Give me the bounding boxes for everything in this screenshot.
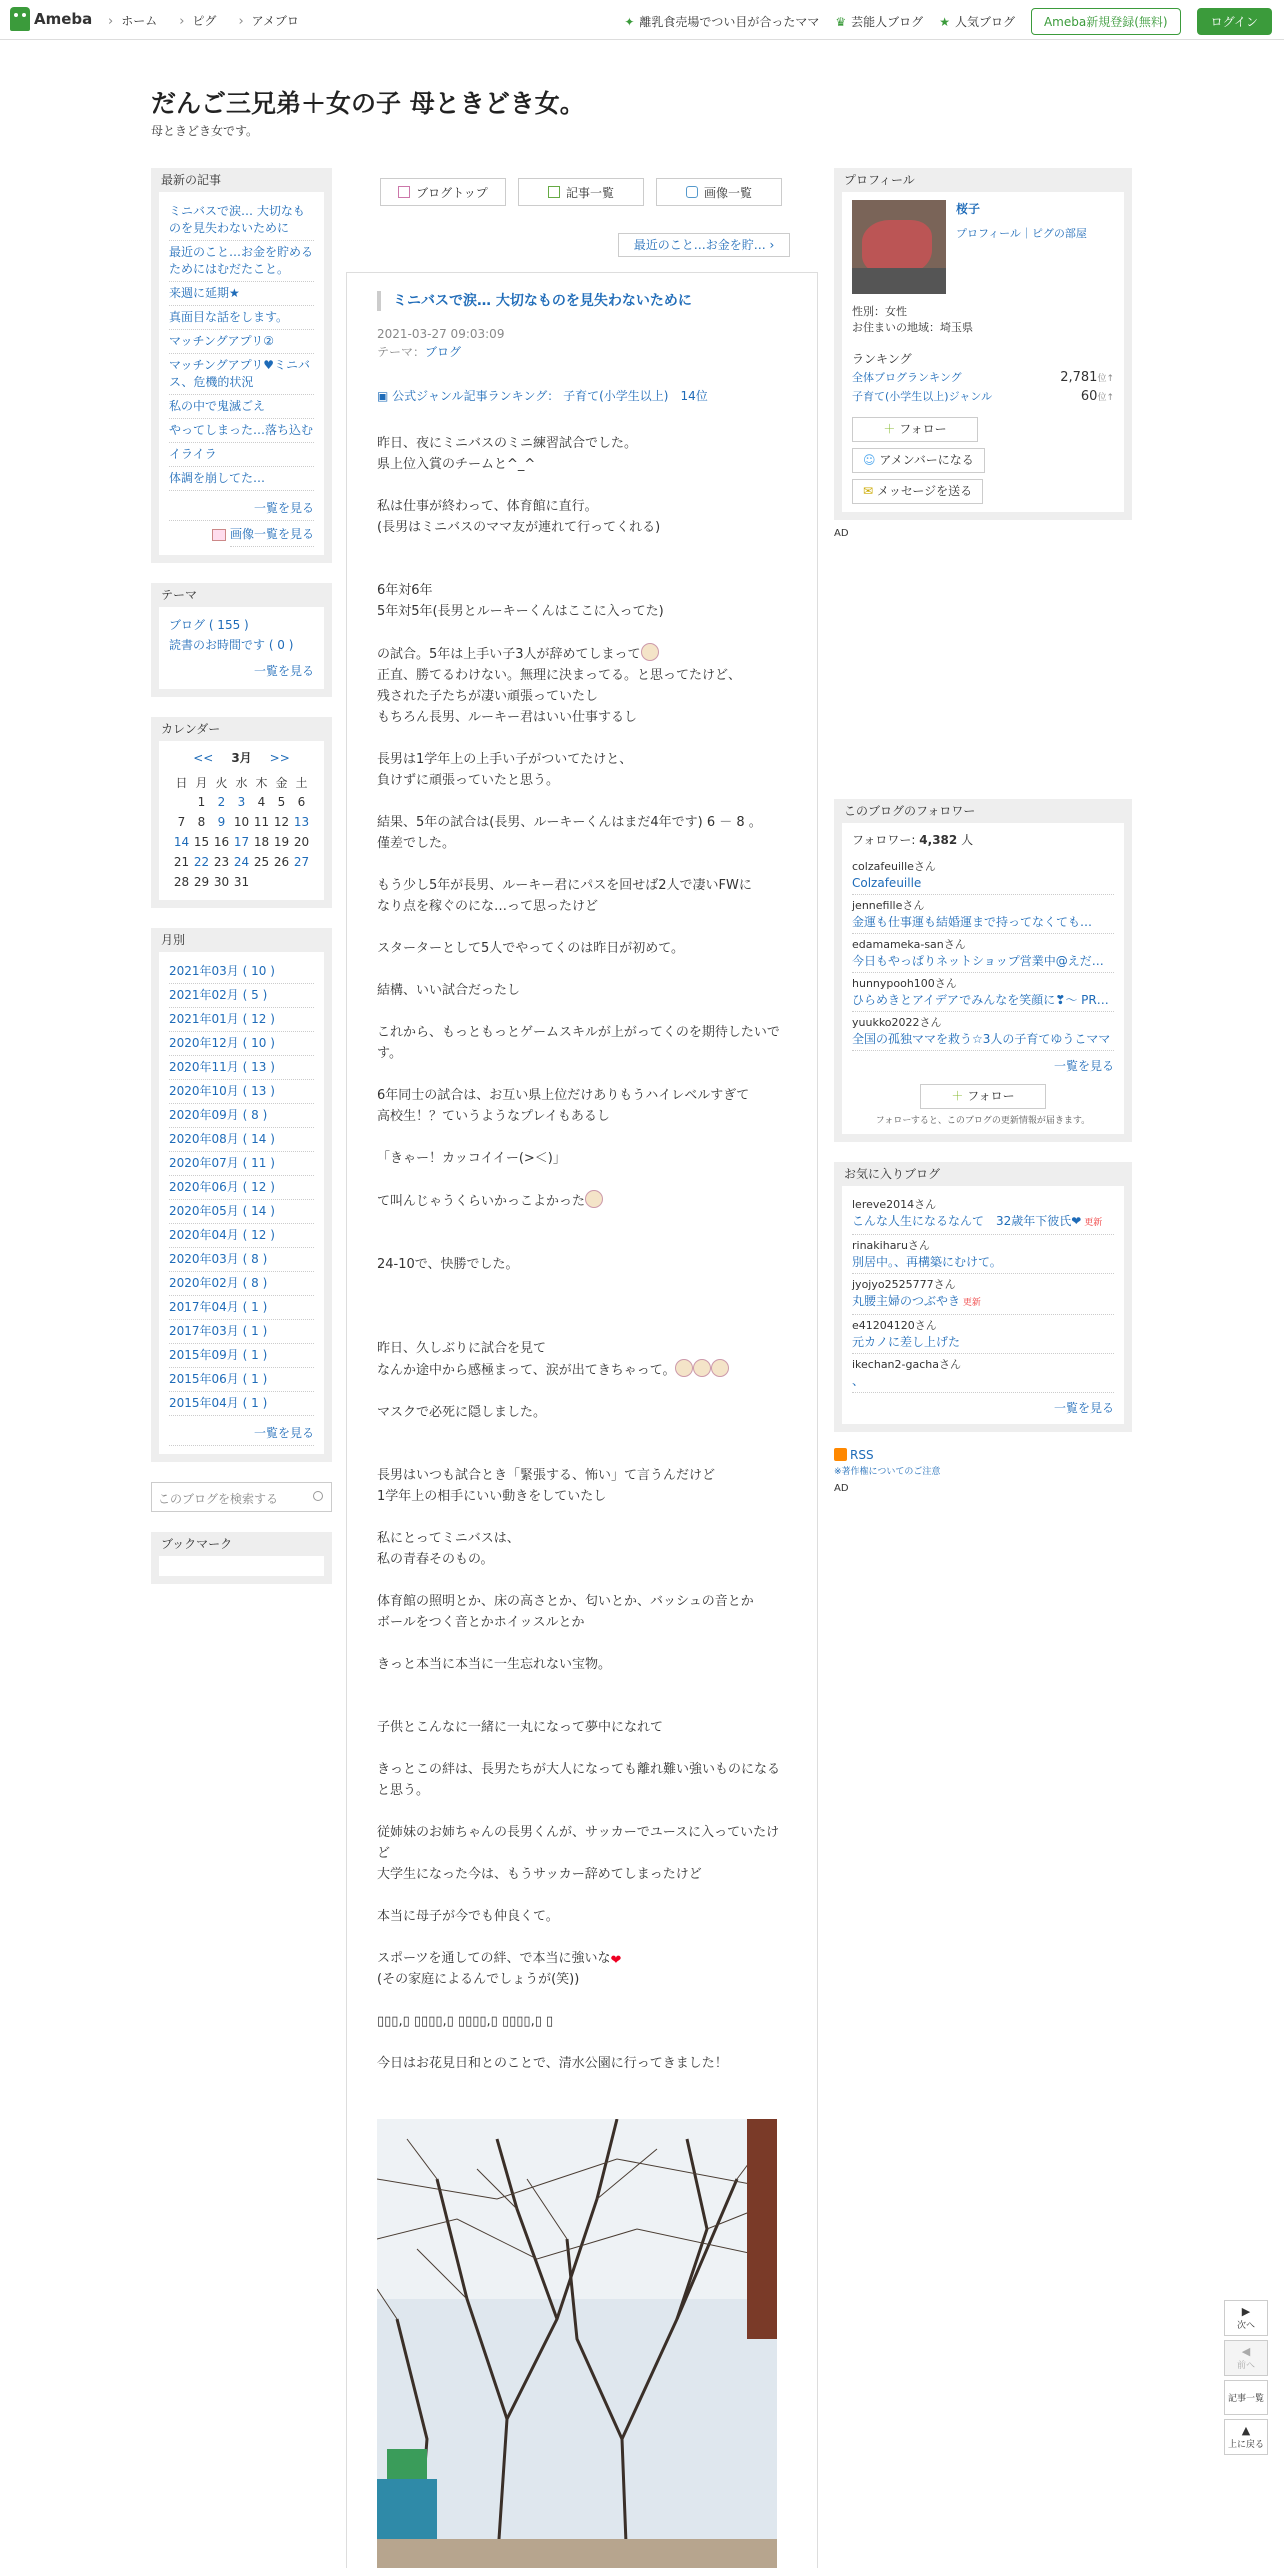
follower-item	[852, 895, 1114, 934]
article-paragraph: 24-10で、快勝でした。	[377, 1257, 519, 1272]
latest-article-link[interactable]: マッチングアプリ②	[169, 330, 314, 354]
follow-button-2[interactable]	[920, 1084, 1046, 1109]
calendar-day: 29	[193, 875, 210, 889]
article-paragraph: 今日はお花見日和とのことで、清水公園に行ってきました！	[377, 2056, 728, 2071]
calendar-day: 28	[173, 875, 190, 889]
article-paragraph: きっとこの絆は、長男たちが大人になっても離れ難い強いものになると思う。	[377, 1762, 781, 1798]
favorite-user: ikechan2-gachaさん	[852, 1358, 961, 1371]
next-label: 次へ	[1236, 2321, 1255, 2331]
tab-article-list[interactable]	[518, 178, 644, 206]
article-paragraph: 私は仕事が終わって、体育館に直行。 (長男はミニバスのママ友が連れて行ってくれる)	[377, 499, 661, 535]
blog-search-input[interactable]	[151, 1482, 332, 1512]
top-nav	[108, 12, 321, 29]
ranking-row	[852, 388, 1114, 407]
follower-user: yuukko2022さん	[852, 1016, 942, 1029]
theme-label: テーマ：	[377, 345, 426, 359]
prev-article-button[interactable]	[1224, 2340, 1268, 2376]
nav-pigg[interactable]: › ピグ	[179, 12, 216, 29]
ranking-value: 2,781	[1060, 370, 1098, 385]
monthly-archive-link[interactable]: 2015年06月 ( 1 )	[169, 1368, 314, 1392]
favorite-item	[852, 1235, 1114, 1274]
monthly-archive-link[interactable]: 2020年03月 ( 8 )	[169, 1248, 314, 1272]
calendar-day[interactable]: 3	[237, 795, 246, 809]
calendar-weekday: 土	[295, 775, 308, 790]
monthly-archive-link[interactable]: 2020年08月 ( 14 )	[169, 1128, 314, 1152]
monthly-archive-link[interactable]: 2015年09月 ( 1 )	[169, 1344, 314, 1368]
favorite-user: lereve2014さん	[852, 1198, 937, 1211]
article-body	[377, 433, 787, 2095]
register-button[interactable]: Ameba新規登録(無料)	[1031, 8, 1181, 35]
nav-home[interactable]: › ホーム	[108, 12, 157, 29]
panel-header: お気に入りブログ	[844, 1167, 941, 1181]
calendar-weekday: 月	[195, 775, 208, 790]
latest-article-link[interactable]: 体調を崩してた…	[169, 467, 314, 491]
favorite-user: e41204120さん	[852, 1319, 937, 1332]
panel-header: 最新の記事	[161, 173, 222, 187]
top-right-nav	[624, 8, 1272, 35]
top-link-1-label: 離乳食売場でつい目が合ったママ	[639, 15, 820, 29]
login-button[interactable]: ログイン	[1197, 8, 1272, 35]
article-paragraph: ▯▯▯,▯ ▯▯▯▯,▯ ▯▯▯▯,▯ ▯▯▯▯,▯ ▯	[377, 2014, 554, 2029]
calendar-weekday: 木	[255, 775, 268, 790]
tab-label: 画像一覧	[703, 185, 752, 200]
calendar-day[interactable]: 22	[193, 855, 210, 869]
ranking-unit: 位	[1097, 374, 1107, 384]
mail-icon: ✉	[863, 484, 874, 498]
previous-article-button[interactable]: 最近のこと…お金を貯… ›	[618, 233, 790, 257]
updated-badge: 更新	[960, 1298, 981, 1308]
calendar-day	[252, 872, 272, 892]
top-link-celebrity[interactable]	[835, 13, 923, 30]
favorite-item	[852, 1274, 1114, 1315]
latest-articles-list	[159, 192, 324, 555]
ad-space	[834, 551, 1132, 799]
calendar-week-row	[172, 852, 312, 872]
tab-label: ブログトップ	[416, 185, 488, 200]
play-icon: ▶	[1241, 2305, 1251, 2318]
search-icon[interactable]	[313, 1491, 323, 1501]
follower-item	[852, 1012, 1114, 1051]
followers-panel	[834, 799, 1132, 1142]
ranking-label[interactable]: 子育て(小学生以上)ジャンル	[852, 390, 993, 403]
monthly-archive-link[interactable]: 2020年07月 ( 11 )	[169, 1152, 314, 1176]
article-photo[interactable]	[377, 2119, 777, 2568]
panel-header: 月別	[161, 933, 186, 947]
more-links	[169, 497, 314, 547]
theme-panel	[151, 583, 332, 697]
star-icon: ✦	[624, 15, 635, 29]
calendar-day[interactable]: 2	[217, 795, 226, 809]
calendar-month: 3月	[231, 751, 252, 765]
top-link-1[interactable]	[624, 13, 819, 30]
calendar-day: 31	[233, 875, 250, 889]
ranking-icon: ▣	[377, 389, 393, 403]
theme-more-link[interactable]: 一覧を見る	[253, 664, 314, 678]
home-icon	[398, 186, 410, 198]
ad-label-2: AD	[834, 1483, 849, 1494]
article-paragraph: 本当に母子が今でも仲良くて。	[377, 1909, 559, 1924]
ranking-row	[852, 369, 1114, 388]
emoji-icon	[675, 1359, 693, 1377]
calendar-day[interactable]: 14	[173, 835, 190, 849]
article	[346, 272, 818, 2568]
follower-blog-link[interactable]: ひらめきとアイデアでみんなを笑顔に❣〜 PR…	[852, 993, 1109, 1007]
follower-count-label: フォロワー:	[852, 833, 916, 847]
updated-badge: 更新	[1081, 1218, 1103, 1228]
ranking-unit: 位	[1097, 393, 1107, 403]
calendar-day: 30	[213, 875, 230, 889]
calendar-day: 26	[273, 855, 290, 869]
heart-icon: ❤	[610, 1953, 622, 1968]
profile-gender: 性別：女性	[852, 305, 907, 318]
follower-user: edamameka-sanさん	[852, 938, 966, 951]
emoji-icon	[711, 1359, 729, 1377]
article-paragraph: 結果、5年の試合は(長男、ルーキーくんはまだ4年です) 6 － 8 。 僅差でした。	[377, 815, 762, 851]
favorites-list	[852, 1194, 1114, 1393]
top-link-popular[interactable]	[939, 13, 1015, 30]
monthly-archive-link[interactable]: 2020年10月 ( 13 )	[169, 1080, 314, 1104]
profile-links[interactable]: プロフィール｜ピグの部屋	[956, 227, 1087, 240]
monthly-archive-link[interactable]: 2021年01月 ( 12 )	[169, 1008, 314, 1032]
follow-note: フォローすると、このブログの更新情報が届きます。	[875, 1116, 1091, 1126]
panel-header: テーマ	[161, 588, 198, 602]
calendar-day	[292, 872, 312, 892]
search-placeholder: このブログを検索する	[158, 1492, 279, 1506]
document-icon	[548, 186, 560, 198]
back-to-top-button[interactable]	[1224, 2419, 1268, 2455]
calendar-weekday: 日	[175, 775, 188, 790]
article-paragraph: て叫んじゃうくらいかっこよかった	[377, 1190, 787, 1212]
article-ranking[interactable]	[377, 387, 708, 404]
calendar-day[interactable]: 17	[233, 835, 250, 849]
floating-nav	[1224, 2300, 1268, 2455]
arrow-up-icon: ↑	[1106, 393, 1114, 403]
article-title[interactable]: ミニバスで涙… 大切なものを見失わないために	[377, 291, 692, 311]
profile-area: お住まいの地域：埼玉県	[852, 321, 973, 334]
article-paragraph: マスクで必死に隠しました。	[377, 1405, 547, 1420]
followers-more-link[interactable]: 一覧を見る	[1053, 1059, 1114, 1073]
favorite-user: jyojyo2525777さん	[852, 1278, 956, 1291]
favorites-more-link[interactable]: 一覧を見る	[1053, 1401, 1114, 1415]
calendar-day: 15	[193, 835, 210, 849]
logo-text: Ameba	[34, 10, 93, 28]
tab-image-list[interactable]	[656, 178, 782, 206]
follower-item	[852, 856, 1114, 895]
arrow-up-icon: ↑	[1106, 374, 1114, 384]
follower-blog-link[interactable]: 今日もやっぱりネットショップ営業中@えだ…	[852, 954, 1104, 968]
monthly-archive-link[interactable]: 2015年04月 ( 1 )	[169, 1392, 314, 1416]
follower-blog-link[interactable]: Colzafeuille	[852, 876, 922, 890]
article-paragraph: 昨日、夜にミニバスのミニ練習試合でした。 県上位入賞のチームと^_^	[377, 436, 638, 472]
monthly-archive-list	[159, 952, 324, 1454]
follow-label: フォロー	[899, 422, 947, 436]
theme-item[interactable]: 読書のお時間です ( 0 )	[169, 638, 294, 652]
calendar-day: 7	[177, 815, 186, 829]
favorite-blog-link[interactable]: 別居中。、再構築にむけて。	[852, 1255, 1002, 1269]
latest-article-link[interactable]: マッチングアプリ♥ミニバス、危機的状況	[169, 354, 314, 395]
calendar-week-row	[172, 812, 312, 832]
plus-icon: ＋	[951, 1089, 964, 1103]
ranking-header: ランキング	[852, 352, 912, 366]
back-icon: ◀	[1241, 2345, 1251, 2358]
latest-more-link[interactable]: 一覧を見る	[169, 497, 314, 521]
calendar-day: 23	[213, 855, 230, 869]
article-paragraph: 6年同士の試合は、お互い県上位だけありもうハイレベルすぎて 高校生！？ていうようなプレイもあるし	[377, 1088, 750, 1124]
calendar-week-row	[172, 872, 312, 892]
calendar-day: 4	[257, 795, 266, 809]
article-paragraph: の試合。5年は上手い子3人が辞めてしまって 正直、勝てるわけない。無理に決まってる。と思ってたけど、 残された子たちが凄い頑張っていたし もちろん長男、ルーキー君はいい仕事するし	[377, 643, 787, 728]
message-label: メッセージを送る	[876, 484, 973, 498]
message-button[interactable]	[852, 479, 983, 504]
calendar-weekday-row	[172, 772, 312, 792]
article-paragraph: スターターとして5人でやってくのは昨日が初めて。	[377, 941, 685, 956]
monthly-archive-link[interactable]: 2017年03月 ( 1 )	[169, 1320, 314, 1344]
theme-item[interactable]: ブログ ( 155 )	[169, 618, 249, 632]
latest-article-link[interactable]: 最近のこと…お金を貯めるためにはむだたこと。	[169, 241, 314, 282]
amember-label: アメンバーになる	[879, 453, 974, 467]
ameba-logo[interactable]	[10, 7, 92, 31]
calendar-day[interactable]: 13	[293, 815, 310, 829]
rss-label: RSS	[850, 1448, 874, 1462]
article-list-button[interactable]: 記事一覧	[1224, 2380, 1268, 2415]
nav-ameblo[interactable]: › アメブロ	[238, 12, 298, 29]
profile-avatar[interactable]	[852, 200, 946, 294]
follower-count-unit: 人	[961, 833, 974, 847]
follower-count	[852, 831, 1114, 848]
ranking-genre: 子育て(小学生以上)	[563, 389, 669, 403]
latest-articles-panel	[151, 168, 332, 563]
calendar-next[interactable]: >>	[269, 751, 290, 765]
crown-icon: ♛	[835, 15, 847, 29]
article-paragraph: 結構、いい試合だったし	[377, 983, 521, 998]
calendar-weekday: 火	[215, 775, 228, 790]
calendar-day: 19	[273, 835, 290, 849]
amember-button[interactable]	[852, 448, 985, 473]
monthly-archive-link[interactable]: 2020年12月 ( 10 )	[169, 1032, 314, 1056]
follower-item	[852, 934, 1114, 973]
article-paragraph: 長男はいつも試合とき「緊張する、怖い」て言うんだけど 1学年上の相手にいい動きをしていたし	[377, 1468, 716, 1504]
bookmark-body	[159, 1556, 324, 1576]
favorite-user: rinakiharuさん	[852, 1239, 930, 1252]
latest-article-link[interactable]: ミニバスで涙… 大切なものを見失わないために	[169, 200, 314, 241]
theme-link[interactable]: ブログ	[425, 345, 462, 359]
ranking-rank: 14位	[680, 389, 708, 403]
camera-icon	[686, 186, 698, 198]
calendar-week-row	[172, 832, 312, 852]
more-links	[169, 1422, 314, 1446]
favorite-blog-link[interactable]: 元カノに差し上げた	[852, 1335, 961, 1349]
prev-label: 前へ	[1236, 2361, 1255, 2371]
calendar-day: 1	[197, 795, 206, 809]
monthly-archive-link[interactable]: 2021年03月 ( 10 )	[169, 960, 314, 984]
article-paragraph: 長男は1学年上の上手い子がついてたけと、 負けずに頑張っていたと思う。	[377, 752, 633, 788]
plus-icon: ＋	[883, 422, 896, 436]
rss-icon	[834, 1448, 847, 1461]
global-header	[0, 0, 1284, 40]
monthly-archive-link[interactable]: 2020年06月 ( 12 )	[169, 1176, 314, 1200]
article-date: 2021-03-27 09:03:09	[377, 327, 505, 341]
follower-blog-link[interactable]: 全国の孤独ママを救う☆3人の子育てゆうこママ	[852, 1032, 1111, 1046]
ameba-logo-icon	[10, 7, 30, 31]
follower-user: colzafeuilleさん	[852, 860, 936, 873]
ranking-value: 60	[1080, 389, 1098, 404]
panel-header: このブログのフォロワー	[844, 804, 976, 818]
monthly-panel	[151, 928, 332, 1462]
panel-header: カレンダー	[161, 722, 221, 736]
calendar-day: 16	[213, 835, 230, 849]
ad-label: AD	[834, 528, 849, 539]
arrow-up-icon: ▲	[1241, 2424, 1251, 2437]
calendar-day: 21	[173, 855, 190, 869]
calendar-day	[172, 792, 192, 812]
monthly-archive-link[interactable]: 2021年02月 ( 5 )	[169, 984, 314, 1008]
people-icon: ☺	[863, 453, 876, 467]
calendar-weekday: 水	[235, 775, 248, 790]
article-paragraph: きっと本当に本当に一生忘れない宝物。	[377, 1657, 612, 1672]
calendar-day	[272, 872, 292, 892]
calendar-prev[interactable]: <<	[193, 751, 214, 765]
calendar-day: 8	[197, 815, 206, 829]
calendar-grid	[172, 772, 312, 892]
rss-link[interactable]	[834, 1448, 874, 1462]
calendar-day: 25	[253, 855, 270, 869]
latest-article-link[interactable]: 真面目な話をします。	[169, 306, 314, 330]
article-theme	[377, 343, 461, 360]
favorite-blog-link[interactable]: こんな人生になるなんて 32歳年下彼氏❤ 更新	[852, 1214, 1103, 1228]
image-icon	[212, 529, 226, 541]
favorite-blog-link[interactable]: 丸腰主婦のつぶやき 更新	[852, 1294, 981, 1308]
tab-label: 記事一覧	[565, 185, 614, 200]
calendar-day: 10	[233, 815, 250, 829]
right-sidebar	[834, 168, 1132, 1494]
article-paragraph: これから、もっともっとゲームスキルが上がってくのを期待したいです。	[377, 1025, 780, 1061]
ranking-label: 公式ジャンル記事ランキング：	[392, 389, 560, 403]
followers-list	[852, 856, 1114, 1051]
article-paragraph: もう少し5年が長男、ルーキー君にパスを回せば2人で凄いFWに なり点を稼ぐのにな…って思ったけど	[377, 878, 752, 914]
favorite-item	[852, 1194, 1114, 1235]
panel-header: プロフィール	[844, 173, 915, 187]
article-paragraph: 昨日、久しぶりに試合を見て なんか途中から感極まって、涙が出てきちゃって。	[377, 1296, 787, 1381]
blog-title[interactable]: だんご三兄弟＋女の子 母ときどき女。	[151, 89, 585, 118]
calendar-day: 20	[293, 835, 310, 849]
latest-article-link[interactable]: 私の中で鬼滅ごえ	[169, 395, 314, 419]
follower-blog-link[interactable]: 金運も仕事運も結婚運まで持ってなくても…	[852, 915, 1093, 929]
star-icon: ★	[939, 15, 950, 29]
article-paragraph: 従姉妹のお姉ちゃんの長男くんが、サッカーでユースに入っていたけど 大学生になった今は、もうサッカー辞めてしまったけど	[377, 1825, 780, 1882]
favorite-item	[852, 1354, 1114, 1393]
calendar-day: 5	[277, 795, 286, 809]
ranking-label[interactable]: 全体ブログランキング	[852, 371, 962, 384]
favorite-blog-link[interactable]: 、	[852, 1374, 865, 1388]
image-more-link[interactable]	[169, 523, 314, 547]
calendar-weekday: 金	[275, 775, 288, 790]
calendar-day: 18	[253, 835, 270, 849]
left-sidebar	[151, 168, 332, 1604]
bookmark-panel	[151, 1532, 332, 1584]
article-paragraph: 6年対6年 5年対5年(長男とルーキーくんはここに入ってた)	[377, 583, 664, 619]
emoji-icon	[641, 643, 659, 661]
rss-block	[834, 1448, 1132, 1494]
follow-label: フォロー	[967, 1089, 1015, 1103]
calendar-day: 12	[273, 815, 290, 829]
monthly-archive-link[interactable]: 2020年02月 ( 8 )	[169, 1272, 314, 1296]
follower-item	[852, 973, 1114, 1012]
monthly-archive-link[interactable]: 2020年05月 ( 14 )	[169, 1200, 314, 1224]
calendar-day[interactable]: 24	[233, 855, 250, 869]
next-article-button[interactable]	[1224, 2300, 1268, 2336]
blog-tabs	[380, 178, 782, 206]
monthly-archive-link[interactable]: 2020年04月 ( 12 )	[169, 1224, 314, 1248]
article-paragraph: スポーツを通しての絆、で本当に強いな❤ (その家庭によるんでしょうが(笑))	[377, 1948, 787, 1990]
article-paragraph: 私にとってミニバスは、 私の青春そのもの。	[377, 1531, 520, 1567]
article-paragraph: 子供とこんなに一緒に一丸になって夢中になれて	[377, 1720, 664, 1735]
latest-article-link[interactable]: 来週に延期★	[169, 282, 314, 306]
image-more-label: 画像一覧を見る	[230, 523, 314, 547]
profile-panel	[834, 168, 1132, 520]
follower-user: hunnypooh100さん	[852, 977, 957, 990]
calendar-day[interactable]: 27	[293, 855, 310, 869]
calendar-day: 6	[297, 795, 306, 809]
article-paragraph: 体育館の照明とか、床の高さとか、匂いとか、バッシュの音とか ボールをつく音とかホイッスルとか	[377, 1594, 754, 1630]
favorites-panel	[834, 1162, 1132, 1432]
follower-count-value: 4,382	[919, 833, 958, 847]
calendar-week-row	[172, 792, 312, 812]
latest-article-link[interactable]: イライラ	[169, 443, 314, 467]
favorite-item	[852, 1315, 1114, 1354]
calendar-day: 11	[253, 815, 270, 829]
panel-header: ブックマーク	[161, 1537, 233, 1551]
copyright-note-link[interactable]: ※著作権についてのご注意	[834, 1467, 941, 1477]
top-link-celebrity-label: 芸能人ブログ	[851, 15, 924, 29]
calendar-panel	[151, 717, 332, 908]
monthly-archive-link[interactable]: 2017年04月 ( 1 )	[169, 1296, 314, 1320]
emoji-icon	[585, 1190, 603, 1208]
monthly-archive-link[interactable]: 2020年09月 ( 8 )	[169, 1104, 314, 1128]
emoji-icon	[693, 1359, 711, 1377]
follow-button[interactable]	[852, 417, 978, 442]
calendar-day[interactable]: 9	[217, 815, 226, 829]
top-label: 上に戻る	[1227, 2440, 1264, 2450]
follower-user: jennefilleさん	[852, 899, 925, 912]
profile-name[interactable]: 桜子	[956, 202, 981, 216]
blog-description: 母ときどき女です。	[151, 124, 259, 138]
tab-blog-top[interactable]	[380, 178, 506, 206]
top-link-popular-label: 人気ブログ	[954, 15, 1015, 29]
latest-article-link[interactable]: やってしまった…落ち込む	[169, 419, 314, 443]
cherry-tree-photo	[377, 2119, 777, 2568]
monthly-archive-link[interactable]: 2020年11月 ( 13 )	[169, 1056, 314, 1080]
monthly-more-link[interactable]: 一覧を見る	[169, 1422, 314, 1446]
article-paragraph: 「きゃー！カッコイイー(>＜)」	[377, 1151, 566, 1166]
